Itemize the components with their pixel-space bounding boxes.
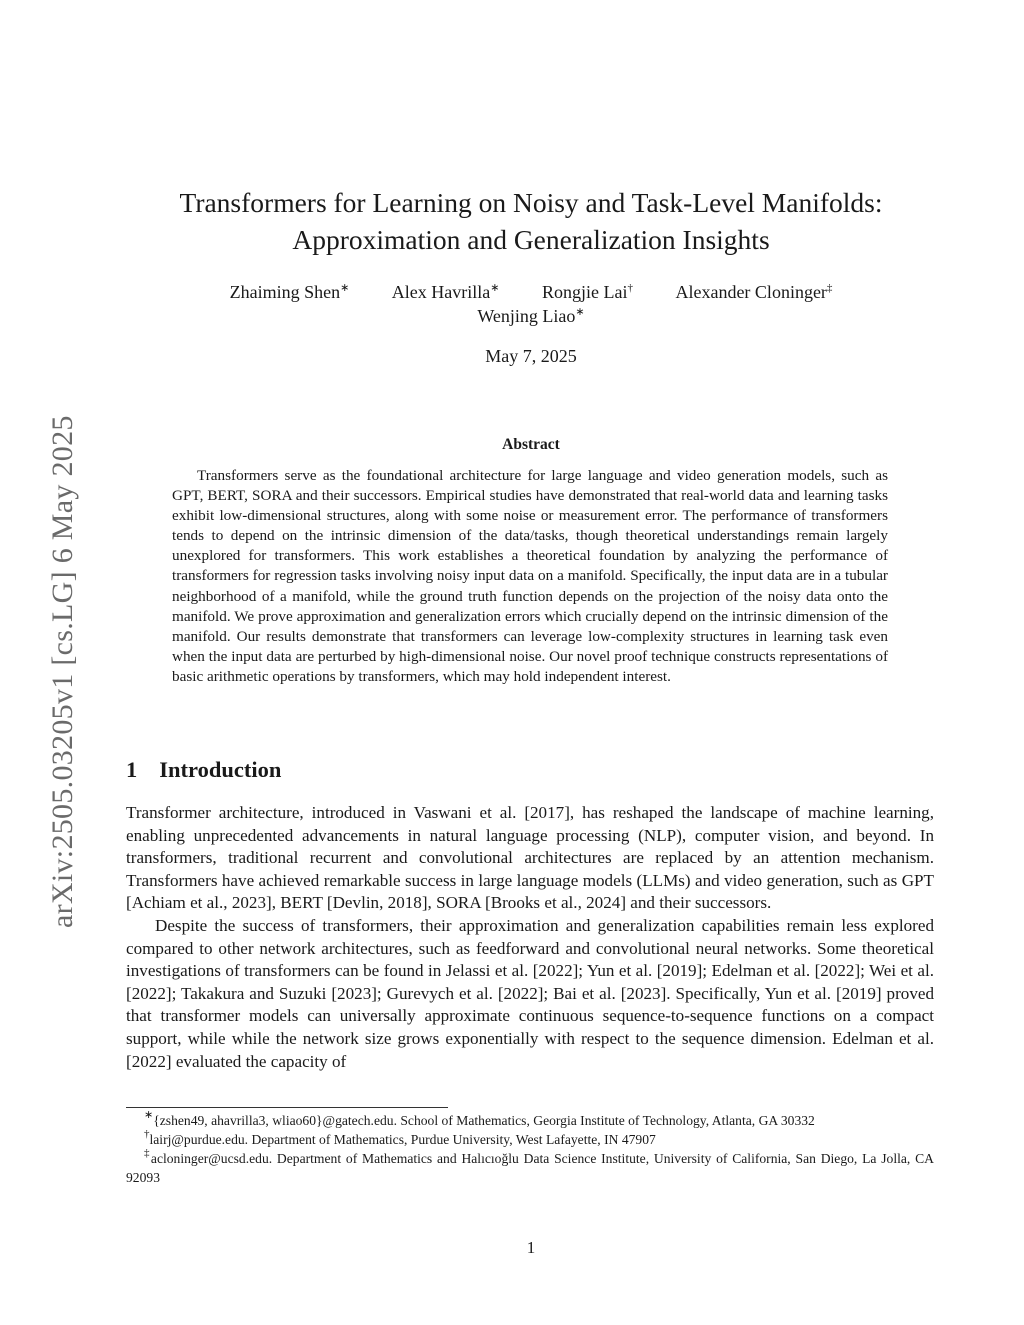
section-heading xyxy=(126,757,281,783)
footnote: ‡acloninger@ucsd.edu. Department of Mathematics and Halıcıoğlu Data Science Institute, University of California, San Diego, La Jolla, CA 92093 xyxy=(126,1147,934,1185)
intro-paragraph-1: Transformer architecture, introduced in Vaswani et al. [2017], has reshaped the landscape of machine learning, enabling unprecedented advancements in natural language processing (NLP), computer vision, and beyond. In transformers, traditional recurrent and convolutional architectures are replaced by an attention mechanism. Transformers have achieved remarkable success in large language models (LLMs) and video generation, such as GPT [Achiam et al., 2023], BERT [Devlin, 2018], SORA [Brooks et al., 2024] and their successors. xyxy=(126,803,934,913)
footnote: †lairj@purdue.edu. Department of Mathematics, Purdue University, West Lafayette, IN 47907 xyxy=(144,1128,656,1147)
footnote-rule xyxy=(126,1107,448,1108)
author: Zhaiming Shen∗ xyxy=(229,282,350,302)
paper-title xyxy=(126,184,936,258)
title-line-1: Transformers for Learning on Noisy and Task-Level Manifolds: xyxy=(179,187,883,218)
footnote: ∗{zshen49, ahavrilla3, wliao60}@gatech.edu. School of Mathematics, Georgia Institute of Technology, Atlanta, GA 30332 xyxy=(144,1109,815,1128)
author: Alexander Cloninger‡ xyxy=(675,282,833,302)
abstract-text: Transformers serve as the foundational architecture for large language and video generation models, such as GPT, BERT, SORA and their successors. Empirical studies have demonstrated that real-world data and learning tasks exhibit low-dimensional structures, along with some noise or measurement error. The performance of transformers tends to depend on the intrinsic dimension of the data/tasks, though theoretical understandings remain largely unexplored for transformers. This work establishes a theoretical foundation by analyzing the performance of transformers for regression tasks involving noisy input data on a manifold. Specifically, the input data are in a tubular neighborhood of a manifold, while the ground truth function depends on the projection of the noisy data onto the manifold. We prove approximation and generalization errors which crucially depend on the intrinsic dimension of the manifold. Our results demonstrate that transformers can leverage low-complexity structures in learning task even when the input data are perturbed by high-dimensional noise. Our novel proof technique constructs representations of basic arithmetic operations by transformers, which may hold independent interest. xyxy=(172,467,888,685)
section-number: 1 xyxy=(126,757,138,782)
footnotes xyxy=(126,1111,934,1187)
arxiv-identifier-text: arXiv:2505.03205v1 [cs.LG] 6 May 2025 xyxy=(46,415,79,928)
paper-date: May 7, 2025 xyxy=(485,346,577,366)
intro-paragraph-2: Despite the success of transformers, their approximation and generalization capabilities remain less explored compared to other network architectures, such as feedforward and convolutional neural networks. Some theoretical investigations of transformers can be found in Jelassi et al. [2022]; Yun et al. [2019]; Edelman et al. [2022]; Wei et al. [2022]; Takakura and Suzuki [2023]; Gurevych et al. [2022]; Bai et al. [2023]. Specifically, Yun et al. [2019] proved that transformer models can universally approximate continuous sequence-to-sequence functions on a compact support, while while the network size grows exponentially with respect to the sequence dimension. Edelman et al. [2022] evaluated the capacity of xyxy=(126,915,934,1071)
author: Rongjie Lai† xyxy=(541,282,633,302)
introduction-body xyxy=(126,802,934,1073)
page-number: 1 xyxy=(526,1238,536,1257)
abstract-heading: Abstract xyxy=(502,436,560,453)
arxiv-identifier xyxy=(8,352,79,928)
author-list xyxy=(126,281,936,303)
section-title: Introduction xyxy=(159,757,282,782)
title-line-2: Approximation and Generalization Insights xyxy=(292,224,770,255)
author-last: Wenjing Liao∗ xyxy=(477,306,585,326)
author: Alex Havrilla∗ xyxy=(391,282,500,302)
abstract-body xyxy=(172,466,888,687)
